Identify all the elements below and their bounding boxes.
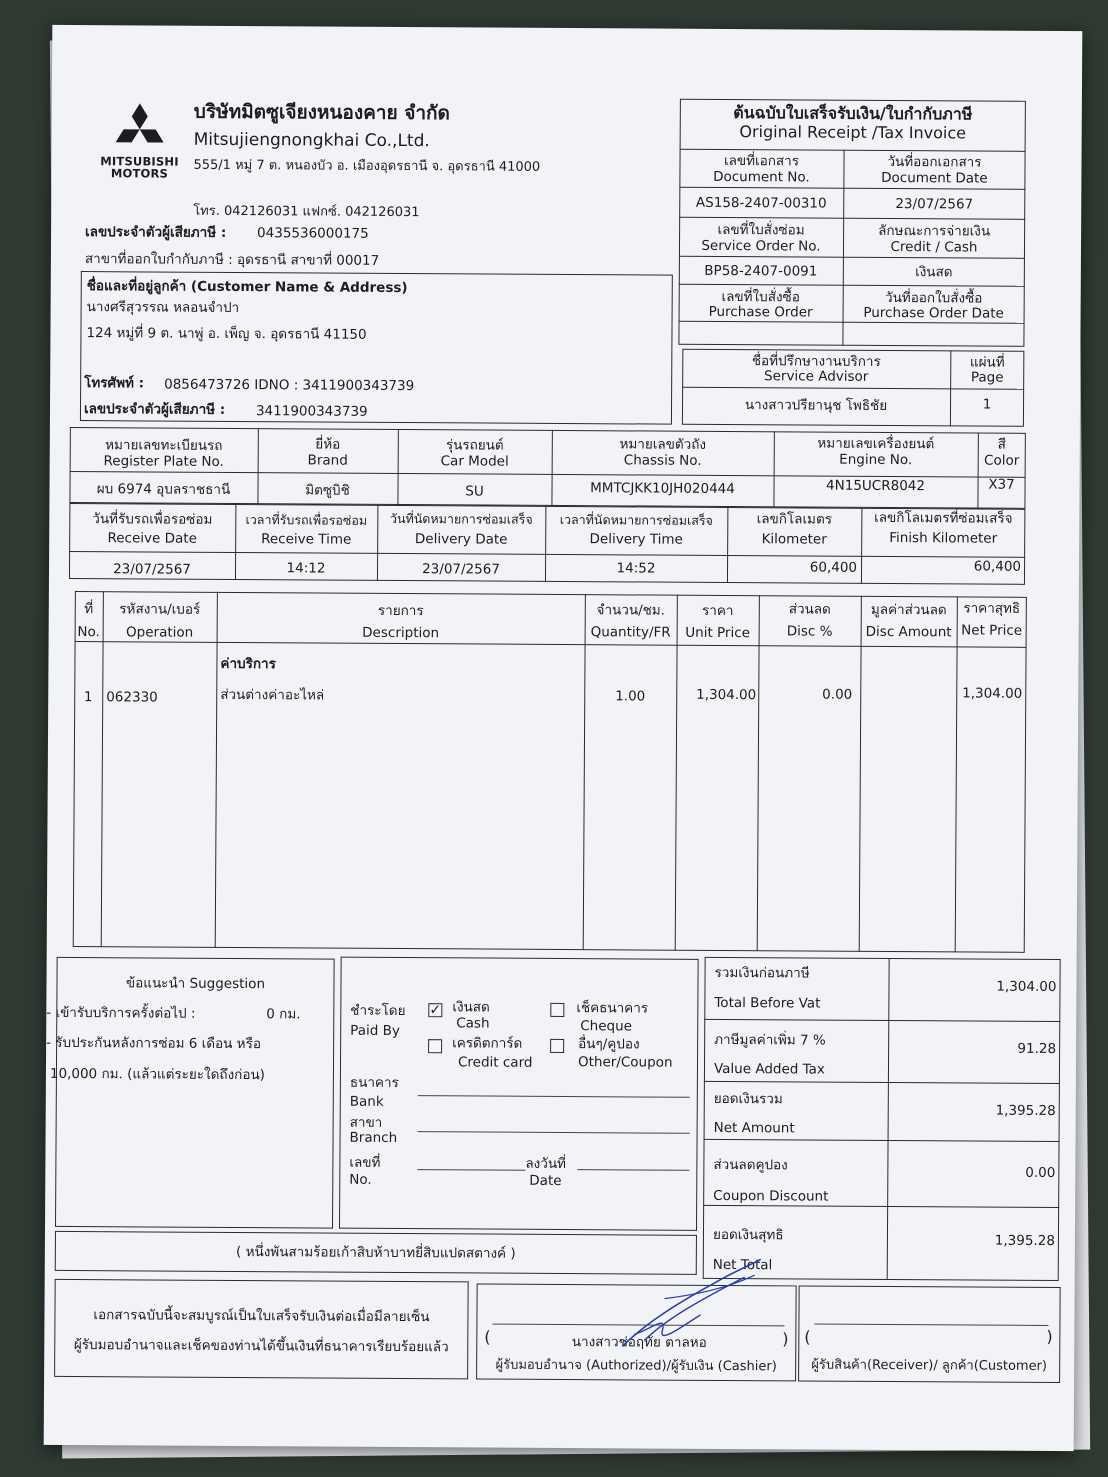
bank-label-en: Bank [349, 1093, 384, 1110]
service-advisor-label-th: ชื่อที่ปรึกษางานบริการ [751, 353, 881, 370]
po-label-en: Purchase Order [708, 303, 813, 321]
doc-no-value: AS158-2407-00310 [695, 194, 827, 212]
cheque-checkbox[interactable] [550, 1003, 564, 1017]
tax-invoice-document [44, 25, 1083, 1451]
receive-time-value: 14:12 [286, 560, 326, 577]
vat-value: 91.28 [1017, 1040, 1057, 1058]
col-net-price-th: ราคาสุทธิ [963, 600, 1021, 617]
cheque-label-en: Cheque [580, 1018, 633, 1035]
page-number: 1 [982, 396, 992, 413]
col-description-th: รายการ [377, 602, 424, 620]
coupon-label-th: ส่วนลดคูปอง [713, 1156, 788, 1174]
engine-label-th: หมายเลขเครื่องยนต์ [817, 435, 935, 453]
receiver-paren-close: ) [1046, 1326, 1053, 1347]
amount-in-words: ( หนึ่งพันสามร้อยเก้าสิบห้าบาทยี่สิบแปดสตางค์ ) [235, 1244, 516, 1262]
delivery-date-label-en: Delivery Date [414, 531, 508, 548]
bank-label-th: ธนาคาร [349, 1074, 399, 1092]
net-total-label-th: ยอดเงินสุทธิ [712, 1226, 784, 1244]
handwritten-signature [604, 1254, 765, 1355]
cashier-name: นางสาวช่อฤทัย ตาลหอ [571, 1334, 707, 1351]
col-unit-price-th: ราคา [701, 602, 734, 620]
cashier-paren-close: ) [782, 1329, 789, 1349]
payment-type-label-th: ลักษณะการจ่ายเงิน [878, 222, 991, 240]
doc-no-label-en: Document No. [713, 168, 810, 186]
chassis-value: MMTCJKK10JH020444 [590, 480, 735, 498]
company-tax-id: 0435536000175 [257, 225, 369, 242]
service-advisor-label-en: Service Advisor [763, 368, 869, 385]
row-quantity: 1.00 [615, 688, 646, 705]
color-label-th: สี [997, 436, 1006, 453]
col-disc-percent-th: ส่วนลด [788, 601, 831, 618]
row-disc-percent: 0.00 [822, 686, 853, 703]
receive-date-label-th: วันที่รับรถเพื่อรอซ่อม [92, 511, 213, 528]
suggestion-title: ข้อแนะนำ Suggestion [125, 975, 266, 993]
cash-label-en: Cash [456, 1015, 490, 1032]
section-label-service: ค่าบริการ [220, 655, 276, 673]
company-phone: โทร. 042126031 แฟกซ์. 042126031 [193, 203, 420, 221]
doc-title-th: ต้นฉบับใบเสร็จรับเงิน/ใบกำกับภาษี [733, 103, 973, 124]
cheque-label-th: เช็คธนาคาร [576, 1000, 649, 1017]
row-description: ส่วนต่างค่าอะไหล่ [220, 686, 325, 704]
net-total-label-en: Net Total [712, 1256, 773, 1274]
other-coupon-label-en: Other/Coupon [577, 1054, 673, 1071]
col-quantity-th: จำนวน/ชม. [596, 602, 666, 619]
plate-value: ผบ 6974 อุบลราชธานี [96, 481, 231, 498]
receive-date-value: 23/07/2567 [113, 561, 191, 578]
chassis-label-th: หมายเลขตัวถัง [619, 436, 707, 453]
col-disc-percent-en: Disc % [786, 623, 833, 640]
logo-text-1: MITSUBISHI [100, 154, 179, 169]
page-label-en: Page [970, 369, 1004, 386]
cash-label-th: เงินสด [452, 999, 490, 1016]
finish-kilometer-label-th: เลขกิโลเมตรที่ซ่อมเสร็จ [874, 509, 1013, 527]
engine-label-en: Engine No. [839, 451, 913, 469]
suggestion-next-service-label: - เข้ารับบริการครั้งต่อไป : [46, 1004, 196, 1022]
service-order-label-en: Service Order No. [701, 237, 821, 255]
finish-kilometer-value: 60,400 [973, 558, 1022, 575]
company-address: 555/1 หมู่ 7 ต. หนองบัว อ. เมืองอุดรธานี จ. อุดรธานี 41000 [193, 157, 541, 175]
customer-tax-label: เลขประจำตัวผู้เสียภาษี : [83, 401, 226, 418]
doc-date-label-en: Document Date [881, 169, 988, 187]
branch-label-th: สาขา [349, 1114, 383, 1131]
paid-by-label-th: ชำระโดย [350, 1002, 406, 1020]
delivery-time-label-th: เวลาที่นัดหมายการซ่อมเสร็จ [559, 511, 713, 528]
po-label-th: เลขที่ใบสั่งซื้อ [721, 288, 800, 306]
date-label-en: Date [529, 1172, 562, 1189]
receive-date-label-en: Receive Date [107, 530, 197, 547]
date-label-th: ลงวันที่ [525, 1155, 567, 1173]
net-amount-label-th: ยอดเงินรวม [713, 1090, 783, 1108]
model-value: SU [465, 483, 484, 500]
credit-card-checkbox[interactable] [428, 1039, 442, 1053]
company-name-en: Mitsujiengnongkhai Co.,Ltd. [193, 129, 430, 152]
mitsubishi-logo [99, 103, 179, 179]
kilometer-value: 60,400 [809, 559, 858, 576]
receiver-paren-open: ( [804, 1327, 811, 1347]
col-net-price-en: Net Price [961, 622, 1023, 639]
other-coupon-label-th: อื่นๆ/คูปอง [578, 1036, 640, 1053]
check-icon: ✓ [429, 1002, 442, 1019]
receive-time-label-th: เวลาที่รับรถเพื่อรอซ่อม [245, 512, 368, 528]
cashier-paren-open: ( [484, 1327, 491, 1347]
plate-label-th: หมายเลขทะเบียนรถ [105, 437, 223, 454]
suggestion-warranty-line2: 10,000 กม. (แล้วแต่ระยะใดถึงก่อน) [49, 1065, 266, 1084]
vat-label-th: ภาษีมูลค่าเพิ่ม 7 % [714, 1031, 826, 1049]
kilometer-label-en: Kilometer [761, 531, 827, 548]
delivery-date-label-th: วันที่นัดหมายการซ่อมเสร็จ [389, 510, 533, 527]
logo-text-2: MOTORS [110, 166, 169, 181]
col-operation-en: Operation [125, 624, 194, 641]
service-advisor-name: นางสาวปรียานุช โพธิชัย [744, 397, 888, 414]
row-net-price: 1,304.00 [962, 685, 1023, 702]
brand-label-th: ยี่ห้อ [315, 436, 341, 453]
chassis-label-en: Chassis No. [623, 452, 702, 469]
credit-card-label-th: เครดิตการ์ด [452, 1035, 523, 1052]
col-quantity-en: Quantity/FR [590, 624, 671, 641]
total-before-vat-label-th: รวมเงินก่อนภาษี [714, 964, 810, 982]
branch-label-en: Branch [349, 1129, 398, 1146]
color-label-en: Color [984, 452, 1020, 469]
col-no-en: No. [77, 624, 100, 641]
doc-date-label-th: วันที่ออกเอกสาร [887, 153, 982, 171]
col-disc-amount-en: Disc Amount [865, 623, 952, 641]
delivery-time-value: 14:52 [616, 560, 656, 577]
col-operation-th: รหัสงาน/เบอร์ [119, 601, 201, 618]
company-branch: สาขาที่ออกใบกำกับภาษี : อุดรธานี สาขาที่ 00017 [84, 251, 380, 269]
payment-box [339, 957, 699, 1231]
brand-value: มิตซูบิชิ [305, 482, 350, 499]
coupon-value: 0.00 [1025, 1164, 1056, 1182]
doc-date-value: 23/07/2567 [895, 196, 974, 213]
col-unit-price-en: Unit Price [685, 624, 751, 642]
other-coupon-checkbox[interactable] [550, 1039, 564, 1053]
po-date-label-en: Purchase Order Date [863, 304, 1004, 322]
customer-name: นางศรีสุวรรณ หลอนจำปา [86, 299, 240, 317]
suggestion-box [55, 957, 335, 1229]
credit-card-label-en: Credit card [457, 1054, 533, 1071]
customer-tax-value: 3411900343739 [255, 403, 368, 420]
model-label-th: รุ่นรถยนต์ [445, 437, 504, 454]
receiver-label: ผู้รับสินค้า(Receiver)/ ลูกค้า(Customer) [811, 1357, 1048, 1374]
po-date-label-th: วันที่ออกใบสั่งซื้อ [884, 289, 983, 307]
service-order-value: BP58-2407-0091 [704, 262, 818, 280]
suggestion-next-service-value: 0 กม. [266, 1006, 301, 1023]
paid-by-label-en: Paid By [350, 1022, 400, 1040]
row-operation: 062330 [106, 689, 158, 706]
doc-no-label-th: เลขที่เอกสาร [723, 152, 800, 170]
company-name-th: บริษัทมิตซูเจียงหนองคาย จำกัด [193, 100, 450, 125]
total-before-vat-label-en: Total Before Vat [714, 994, 821, 1012]
col-no-th: ที่ [84, 601, 94, 618]
plate-label-en: Register Plate No. [103, 453, 224, 470]
customer-phone-label: โทรศัพท์ : [84, 375, 145, 392]
company-tax-label: เลขประจำตัวผู้เสียภาษี : [85, 224, 227, 241]
net-amount-label-en: Net Amount [713, 1119, 795, 1137]
net-amount-value: 1,395.28 [995, 1102, 1056, 1120]
row-no: 1 [83, 689, 93, 706]
customer-address: 124 หมู่ที่ 9 ต. นาพู่ อ. เพ็ญ จ. อุดรธานี 41150 [86, 325, 367, 343]
delivery-date-value: 23/07/2567 [422, 561, 500, 578]
cheque-no-label-th: เลขที่ [349, 1154, 381, 1171]
service-order-label-th: เลขที่ใบสั่งซ่อม [717, 221, 805, 239]
brand-label-en: Brand [307, 452, 348, 469]
finish-kilometer-label-en: Finish Kilometer [889, 529, 998, 547]
receive-time-label-en: Receive Time [261, 531, 352, 548]
vat-label-en: Value Added Tax [713, 1060, 825, 1078]
footer-note-line2: ผู้รับมอบอำนาจและเช็คของท่านได้ขึ้นเงินที่ธนาคารเรียบร้อยแล้ว [73, 1337, 449, 1356]
footer-note-line1: เอกสารฉบับนี้จะสมบูรณ์เป็นใบเสร็จรับเงินต่อเมื่อมีลายเซ็น [93, 1307, 430, 1326]
model-label-en: Car Model [440, 453, 509, 470]
doc-title-en: Original Receipt /Tax Invoice [739, 122, 967, 143]
net-total-value: 1,395.28 [994, 1232, 1055, 1250]
col-disc-amount-th: มูลค่าส่วนลด [870, 601, 947, 619]
coupon-label-en: Coupon Discount [713, 1187, 829, 1205]
cashier-label: ผู้รับมอบอำนาจ (Authorized)/ผู้รับเงิน (Cashier) [495, 1357, 777, 1375]
payment-type-value: เงินสด [915, 264, 953, 281]
col-description-en: Description [362, 624, 440, 642]
footer-note-box [54, 1279, 469, 1380]
cash-checkbox[interactable] [428, 1003, 442, 1017]
total-before-vat-value: 1,304.00 [996, 978, 1057, 996]
kilometer-label-th: เลขกิโลเมตร [756, 511, 833, 528]
delivery-time-label-en: Delivery Time [589, 531, 683, 548]
suggestion-warranty-line1: - รับประกันหลังการซ่อม 6 เดือน หรือ [46, 1034, 262, 1053]
color-value: X37 [988, 476, 1015, 493]
engine-value: 4N15UCR8042 [826, 477, 926, 495]
customer-phone-value: 0856473726 IDNO : 3411900343739 [164, 376, 415, 395]
row-unit-price: 1,304.00 [696, 686, 757, 704]
payment-type-label-en: Credit / Cash [890, 238, 978, 256]
cheque-no-label-en: No. [349, 1171, 372, 1188]
page-label-th: แผ่นที่ [969, 354, 1005, 371]
customer-heading: ชื่อและที่อยู่ลูกค้า (Customer Name & Address) [86, 278, 408, 297]
three-diamonds-icon [114, 103, 166, 151]
